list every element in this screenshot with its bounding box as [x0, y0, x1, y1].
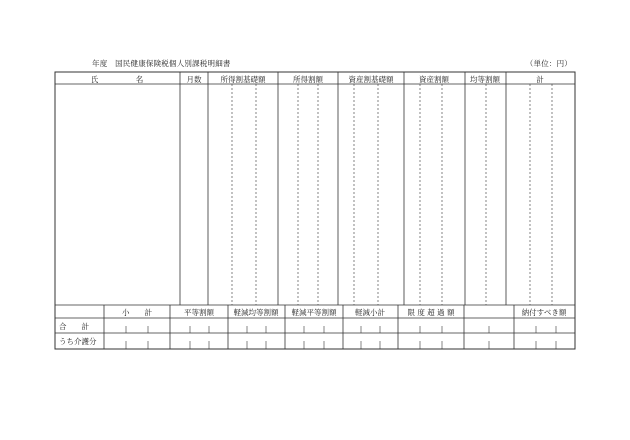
col-header-asset-levy: 資産割額	[419, 75, 449, 84]
footer-subtotal-label: 小 計	[122, 308, 152, 317]
footer-amount-due-label: 納付すべき額	[521, 308, 567, 317]
footer-flat-levy-label: 平等割額	[184, 308, 214, 317]
col-header-name: 氏 名	[90, 75, 144, 84]
unit-label: （単位：円）	[525, 59, 572, 68]
footer-reduced-subtotal-label: 軽減小計	[355, 308, 385, 317]
col-header-income-base: 所得割基礎額	[220, 75, 266, 84]
col-header-per-capita: 均等割額	[470, 75, 500, 84]
row-label-care: うち介護分	[59, 337, 97, 346]
footer-reduced-flat-label: 軽減平等割額	[291, 308, 337, 317]
col-header-total: 計	[536, 75, 544, 84]
footer-over-limit-label: 限 度 超 過 額	[407, 308, 455, 317]
footer-reduced-per-capita-label: 軽減均等割額	[233, 308, 279, 317]
document-title: 年度 国民健康保険税個人別課税明細書	[92, 59, 231, 68]
row-label-total: 合 計	[59, 322, 89, 331]
col-header-asset-base: 資産割基礎額	[348, 75, 394, 84]
col-header-months: 月数	[186, 75, 202, 84]
col-header-income-levy: 所得割額	[293, 75, 323, 84]
